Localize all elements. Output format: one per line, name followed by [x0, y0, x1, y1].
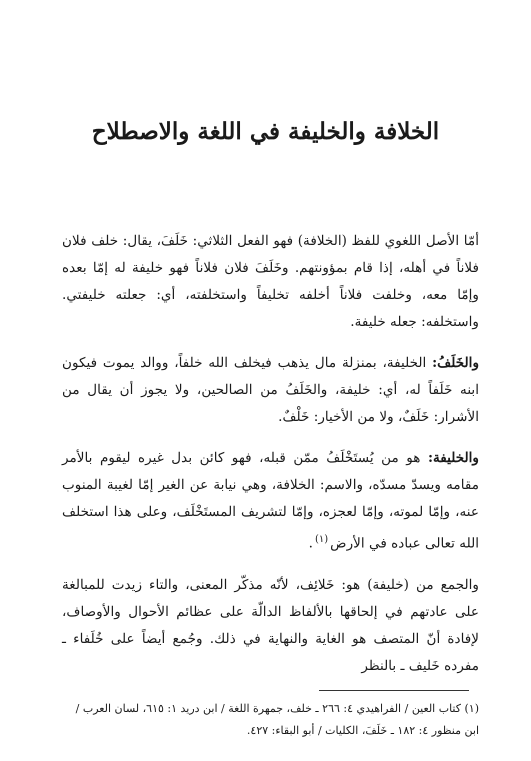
term-khalifa: والخليفة:	[427, 450, 479, 466]
term-khalaf: والخَلَفُ:	[432, 355, 480, 371]
paragraph-text: والجمع من (خليفة) هو: خَلائِف، لأنّه مذكّر المعنى، والتاء زيدت للمبالغة على عادتهم في إلحاقها بالألفاظ الدالّة على عظائم الأحوال والأوصاف، لإفادة أنّ المتصف هو الغاية والنهاية في ذلك. وجُمع أيضاً على خُلَفاء ـ مفرده خَليف ـ بالنظر	[62, 576, 479, 674]
paragraph-khalaf	[62, 350, 479, 431]
paragraph-text: هو من يُستَخْلَفُ ممّن قبله، فهو كائن بدل غيره ليقوم بالأمر مقامه ويسدّ مسدّه، والاسم: الخلافة، وهي نيابة عن الغير إمّا لغيبة المنوب عنه، وإمّا لموته، وإمّا لعجزه، وإمّا لتشريف المستَخْلَف، وعلى هذا استخلف الله تعالى عباده في الأرض	[62, 450, 479, 552]
footnote-divider	[319, 690, 469, 691]
footnote: (١) كتاب العين / الفراهيدي ٤: ٢٦٦ ـ خلف، جمهرة اللغة / ابن دريد ١: ٦١٥، لسان العرب / ابن منظور ٤: ١٨٢ ـ خَلَفَ، الكليات / أبو البقاء: ٤٢٧.	[75, 702, 479, 737]
paragraph-text: الخليفة، بمنزلة مال يذهب فيخلف الله خلفاً، ووالد يموت فيكون ابنه خَلَفاً له، أي: خليفة، والخَلَفُ من الصالحين، ولا يجوز أن يقال من الأشرار: خَلَفٌ، ولا من الأخيار: خَلْفٌ.	[62, 355, 479, 425]
paragraph-origin	[62, 228, 479, 336]
paragraph-khalifa	[62, 445, 479, 558]
paragraph-plural	[62, 572, 479, 680]
paragraph-text: أمّا الأصل اللغوي للفظ (الخلافة) فهو الفعل الثلاثي: خَلَفَ، يقال: خلف فلان فلاناً في أهله، إذا قام بمؤونتهم. وخَلَفَ فلان فلاناً فهو خليفة له إمّا بعده وإمّا معه، وخلفت فلاناً أخلفه تخليفاً واستخلفته، أي: جعلته خليفتي. واستخلفه: جعله خليفة.	[62, 233, 479, 330]
paragraph-tail: .	[308, 535, 313, 552]
page-title: الخلافة والخليفة في اللغة والاصطلاح	[91, 118, 440, 145]
footnote-marker: (١)	[314, 534, 329, 545]
body-text	[62, 228, 479, 694]
